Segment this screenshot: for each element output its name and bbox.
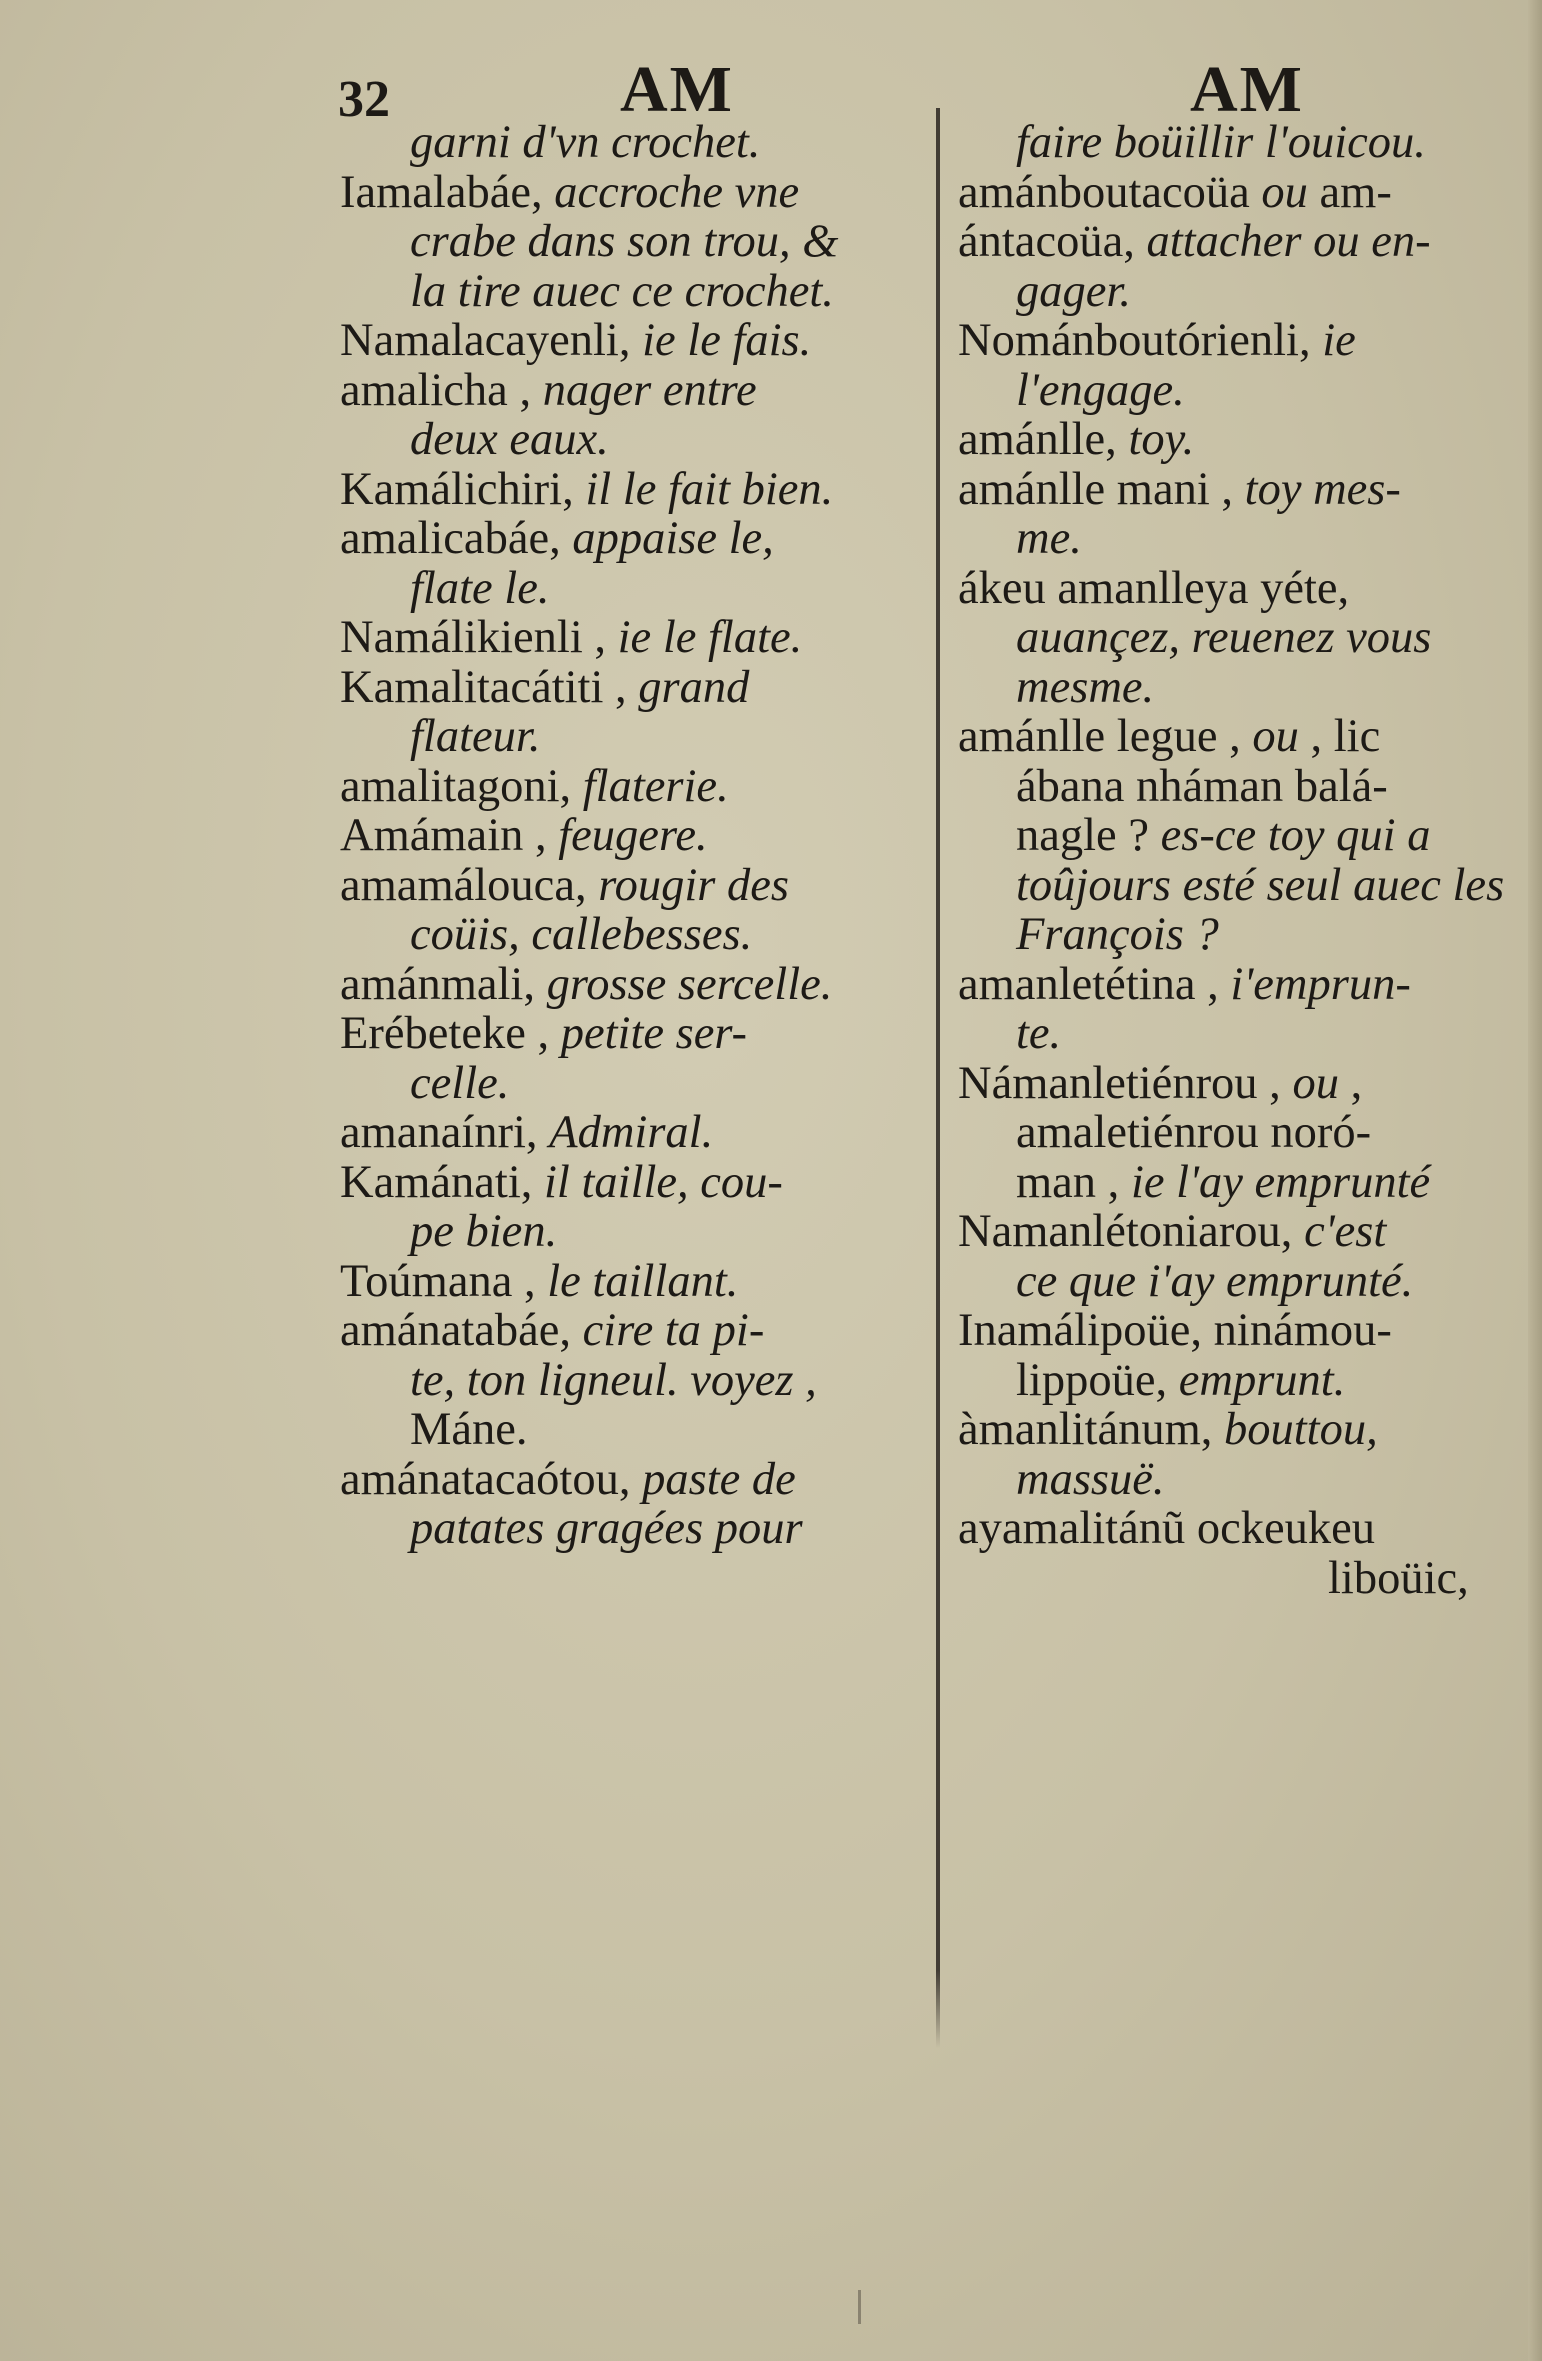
dictionary-line — [340, 465, 925, 515]
gloss-text: feugere. — [558, 811, 708, 861]
dictionary-line — [340, 1356, 925, 1406]
dictionary-line — [340, 564, 925, 614]
headword-text: ayamalitánũ ockeukeu — [958, 1504, 1376, 1554]
dictionary-line — [958, 910, 1530, 960]
dictionary-line — [340, 168, 925, 218]
gloss-text: attacher ou en- — [1146, 217, 1431, 267]
gloss-text: emprunt. — [1178, 1355, 1346, 1405]
headword-text: amánlle, — [958, 415, 1129, 465]
dictionary-line — [340, 1257, 925, 1307]
gloss-text: ce que i'ay emprunté. — [1016, 1256, 1414, 1306]
gloss-text: massuë. — [1016, 1454, 1165, 1504]
dictionary-line — [340, 316, 925, 366]
right-column — [958, 118, 1530, 1603]
headword-text: Nománboutórienli, — [958, 316, 1323, 366]
gloss-text: petite ser- — [560, 1009, 748, 1059]
dictionary-line — [340, 1504, 925, 1554]
gloss-text: nager entre — [542, 365, 757, 415]
dictionary-line — [340, 1158, 925, 1208]
dictionary-line — [958, 267, 1530, 317]
dictionary-line — [958, 415, 1530, 465]
gloss-text: coüis, callebesses. — [410, 910, 753, 960]
headword-text: , — [1350, 1058, 1363, 1108]
headword-text: Namálikienli , — [340, 613, 618, 663]
dictionary-line — [958, 366, 1530, 416]
gloss-text: gager. — [1016, 266, 1131, 316]
headword-text: liboüic, — [1328, 1553, 1469, 1603]
headword-text: lippoüe, — [1016, 1355, 1179, 1405]
gloss-text: c'est — [1304, 1207, 1387, 1257]
dictionary-line — [340, 613, 925, 663]
gloss-text: te, ton ligneul. voyez , — [410, 1355, 817, 1405]
headword-text: Erébeteke , — [340, 1009, 561, 1059]
headword-text: am- — [1319, 167, 1392, 217]
gloss-text: flaterie. — [582, 761, 729, 811]
headword-text: Kamánati, — [340, 1157, 545, 1207]
running-head-left: AM — [620, 53, 734, 126]
gloss-text: i'emprun- — [1230, 959, 1411, 1009]
running-head-right: AM — [1190, 53, 1304, 126]
gloss-text: es-ce toy qui a — [1160, 811, 1431, 861]
dictionary-line — [958, 1504, 1530, 1554]
gloss-text: paste de — [642, 1454, 796, 1504]
gloss-text: cire ta pi- — [582, 1306, 765, 1356]
gloss-text: ie le flate. — [617, 613, 803, 663]
gloss-text: crabe dans son trou, & — [410, 217, 839, 267]
headword-text: àmanlitánum, — [958, 1405, 1225, 1455]
dictionary-line — [340, 762, 925, 812]
gloss-text: mesme. — [1016, 662, 1155, 712]
dictionary-line — [340, 1405, 925, 1455]
gloss-text: l'engage. — [1016, 365, 1185, 415]
dictionary-line — [340, 1108, 925, 1158]
headword-text: ákeu amanlleya yéte, — [958, 563, 1350, 613]
headword-text: Námanletiénrou , — [958, 1058, 1293, 1108]
headword-text: Kamalitacátiti , — [340, 662, 639, 712]
gloss-text: flateur. — [410, 712, 541, 762]
dictionary-line — [340, 910, 925, 960]
gloss-text: ie l'ay emprunté — [1130, 1157, 1431, 1207]
gloss-text: patates gragées pour — [410, 1504, 803, 1554]
page-number: 32 — [338, 71, 390, 128]
gloss-text: te. — [1016, 1009, 1062, 1059]
dictionary-line — [958, 1158, 1530, 1208]
gloss-text: faire boüillir l'ouicou. — [1016, 118, 1426, 168]
gloss-text: il taille, cou- — [544, 1157, 783, 1207]
headword-text: , lic — [1310, 712, 1381, 762]
gloss-text: toûjours esté seul auec les — [1016, 860, 1505, 910]
gloss-text: garni d'vn crochet. — [410, 118, 761, 168]
dictionary-line — [958, 465, 1530, 515]
gloss-text: le taillant. — [547, 1256, 739, 1306]
gloss-text: ie le fais. — [642, 316, 812, 366]
headword-text: Amámain , — [340, 811, 559, 861]
dictionary-line — [958, 663, 1530, 713]
dictionary-line — [958, 712, 1530, 762]
dictionary-line — [340, 1207, 925, 1257]
gloss-text: pe bien. — [410, 1207, 558, 1257]
headword-text: man , — [1016, 1157, 1131, 1207]
headword-text: Iamalabáe, — [340, 167, 555, 217]
dictionary-line — [340, 366, 925, 416]
left-column — [340, 118, 925, 1554]
dictionary-line — [958, 1306, 1530, 1356]
dictionary-line — [958, 1356, 1530, 1406]
dictionary-line — [340, 217, 925, 267]
gloss-text: grosse sercelle. — [546, 959, 833, 1009]
headword-text: Máne. — [410, 1405, 528, 1455]
dictionary-line — [958, 118, 1530, 168]
column-divider — [936, 108, 940, 2048]
dictionary-line — [958, 1257, 1530, 1307]
bottom-mark — [858, 2290, 861, 2324]
dictionary-line — [340, 514, 925, 564]
dictionary-line — [958, 168, 1530, 218]
gloss-text: appaise le, — [572, 514, 774, 564]
dictionary-line — [958, 811, 1530, 861]
gloss-text: ie — [1322, 316, 1356, 366]
headword-text: nagle ? — [1016, 811, 1161, 861]
headword-text: amalitagoni, — [340, 761, 583, 811]
gloss-text: François ? — [1016, 910, 1219, 960]
dictionary-line — [958, 514, 1530, 564]
headword-text: amánatabáe, — [340, 1306, 583, 1356]
headword-text: Kamálichiri, — [340, 464, 586, 514]
gloss-text: auançez, reuenez vous — [1016, 613, 1432, 663]
dictionary-line — [958, 1405, 1530, 1455]
gloss-text: deux eaux. — [410, 415, 609, 465]
dictionary-line — [958, 762, 1530, 812]
headword-text: ábana nháman balá- — [1016, 761, 1388, 811]
dictionary-line — [958, 1455, 1530, 1505]
headword-text: amánboutacoüa — [958, 167, 1262, 217]
dictionary-line — [340, 415, 925, 465]
dictionary-line — [340, 118, 925, 168]
headword-text: Toúmana , — [340, 1256, 548, 1306]
gloss-text: toy mes- — [1244, 464, 1401, 514]
dictionary-line — [958, 316, 1530, 366]
dictionary-line — [958, 1108, 1530, 1158]
dictionary-line — [340, 811, 925, 861]
dictionary-line — [340, 1059, 925, 1109]
headword-text: amalicha , — [340, 365, 543, 415]
dictionary-line — [340, 663, 925, 713]
dictionary-line — [340, 861, 925, 911]
dictionary-line — [340, 267, 925, 317]
dictionary-line — [958, 217, 1530, 267]
gloss-text: ou — [1252, 712, 1311, 762]
dictionary-line — [340, 960, 925, 1010]
gloss-text: il le fait bien. — [585, 464, 834, 514]
dictionary-line — [340, 712, 925, 762]
dictionary-line — [958, 1009, 1530, 1059]
dictionary-line — [958, 564, 1530, 614]
gloss-text: grand — [638, 662, 750, 712]
dictionary-line — [958, 1059, 1530, 1109]
headword-text: Inamálipoüe, ninámou- — [958, 1306, 1392, 1356]
headword-text: Namanlétoniarou, — [958, 1207, 1305, 1257]
page-edge-shadow — [1528, 0, 1542, 2361]
headword-text: amánmali, — [340, 959, 547, 1009]
gloss-text: bouttou, — [1224, 1405, 1378, 1455]
headword-text: ántacoüa, — [958, 217, 1147, 267]
headword-text: amánatacaótou, — [340, 1454, 643, 1504]
gloss-text: flate le. — [410, 563, 550, 613]
headword-text: Namalacayenli, — [340, 316, 643, 366]
dictionary-line — [340, 1009, 925, 1059]
dictionary-line — [340, 1455, 925, 1505]
dictionary-line — [958, 1207, 1530, 1257]
headword-text: amánlle mani , — [958, 464, 1245, 514]
gloss-text: la tire auec ce crochet. — [410, 266, 834, 316]
headword-text: amamálouca, — [340, 860, 599, 910]
gloss-text: me. — [1016, 514, 1082, 564]
dictionary-line — [958, 1554, 1530, 1604]
gloss-text: accroche vne — [554, 167, 800, 217]
gloss-text: Admiral. — [549, 1108, 714, 1158]
gloss-text: toy. — [1128, 415, 1195, 465]
headword-text: amánlle legue , — [958, 712, 1253, 762]
dictionary-line — [340, 1306, 925, 1356]
gloss-text: ou — [1292, 1058, 1351, 1108]
headword-text: amanaínri, — [340, 1108, 550, 1158]
gloss-text: celle. — [410, 1058, 510, 1108]
gloss-text: ou — [1261, 167, 1320, 217]
dictionary-line — [958, 960, 1530, 1010]
headword-text: amanletétina , — [958, 959, 1231, 1009]
headword-text: amalicabáe, — [340, 514, 573, 564]
gloss-text: rougir des — [598, 860, 789, 910]
dictionary-line — [958, 613, 1530, 663]
headword-text: amaletiénrou noró- — [1016, 1108, 1372, 1158]
dictionary-line — [958, 861, 1530, 911]
